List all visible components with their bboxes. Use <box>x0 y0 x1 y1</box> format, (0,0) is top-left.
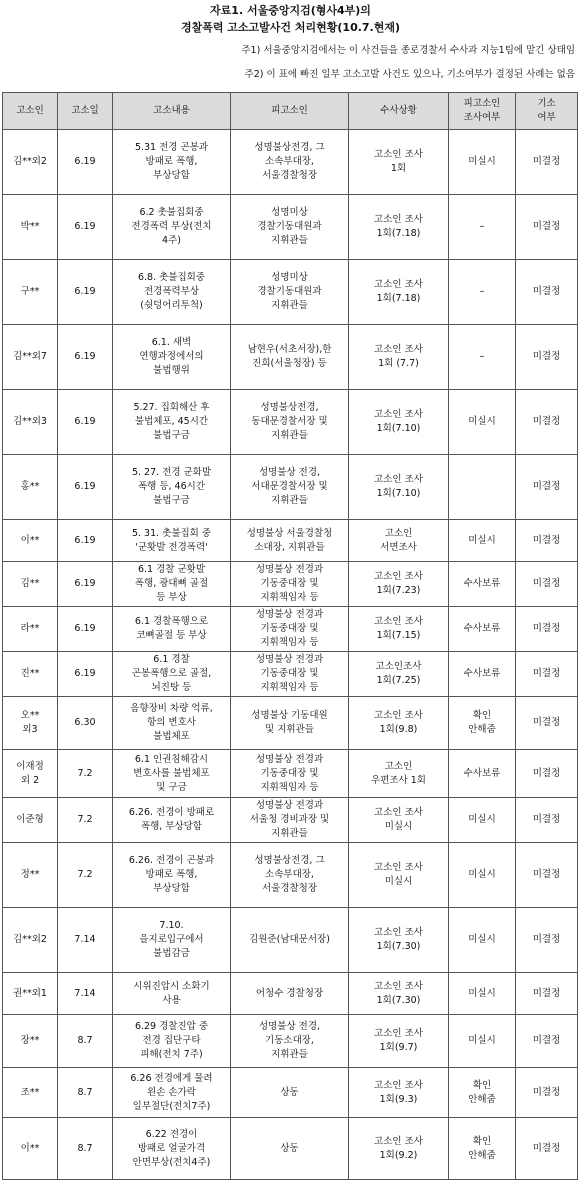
table-row <box>3 455 578 520</box>
examined-cell: 미실시 <box>449 798 516 843</box>
content-cell: 7.10. 을지로입구에서 불법감금 <box>113 908 231 973</box>
indicted-cell: 미결정 <box>516 843 578 908</box>
indicted-cell: 미결정 <box>516 1015 578 1068</box>
examined-cell: 미실시 <box>449 843 516 908</box>
header-complainant: 고소인 <box>3 93 58 130</box>
status-cell: 고소인 조사 1회(7.23) <box>349 562 449 607</box>
defendant-cell: 남현우(서초서장),한 진희(서울청장) 등 <box>231 325 349 390</box>
status-cell: 고소인 조사 1회(9.8) <box>349 697 449 750</box>
table-row <box>3 607 578 652</box>
indicted-cell: 미결정 <box>516 798 578 843</box>
examined-cell: 수사보류 <box>449 652 516 697</box>
status-cell: 고소인 서면조사 <box>349 520 449 562</box>
date-cell: 7.2 <box>58 750 113 798</box>
defendant-cell: 성명불상전경, 그 소속부대장, 서울경찰청장 <box>231 130 349 195</box>
header-date: 고소일 <box>58 93 113 130</box>
content-cell: 6.29 경찰진압 중 전경 집단구타 피해(전치 7주) <box>113 1015 231 1068</box>
examined-cell: – <box>449 195 516 260</box>
date-cell: 8.7 <box>58 1015 113 1068</box>
date-cell: 7.2 <box>58 843 113 908</box>
defendant-cell: 성명불상 전경과 기동중대장 및 지휘책임자 등 <box>231 562 349 607</box>
complainant-cell: 이준형 <box>3 798 58 843</box>
date-cell: 8.7 <box>58 1068 113 1118</box>
defendant-cell: 성명미상 경찰기동대원과 지휘관들 <box>231 260 349 325</box>
date-cell: 6.19 <box>58 455 113 520</box>
examined-cell: 미실시 <box>449 973 516 1015</box>
table-row <box>3 130 578 195</box>
complainant-cell: 김**외3 <box>3 390 58 455</box>
date-cell: 6.30 <box>58 697 113 750</box>
table-row <box>3 908 578 973</box>
table-row <box>3 195 578 260</box>
complainant-cell: 권**외1 <box>3 973 58 1015</box>
status-cell: 고소인 조사 1회 <box>349 130 449 195</box>
defendant-cell: 상동 <box>231 1118 349 1180</box>
content-cell: 5.27. 집회해산 후 불법체포, 45시간 불법구금 <box>113 390 231 455</box>
table-row <box>3 798 578 843</box>
complainant-cell: 박** <box>3 195 58 260</box>
examined-cell: 미실시 <box>449 130 516 195</box>
defendant-cell: 성명불상 전경과 기동중대장 및 지휘책임자 등 <box>231 652 349 697</box>
examined-cell: 확인 안해줌 <box>449 1068 516 1118</box>
case-table <box>2 92 578 1180</box>
content-cell: 5. 31. 촛불집회 중 '군홧발 전경폭력' <box>113 520 231 562</box>
status-cell: 고소인 조사 1회(7.10) <box>349 455 449 520</box>
complainant-cell: 김** <box>3 562 58 607</box>
footnote-1: 주1) 서울중앙지검에서는 이 사건들을 종로경찰서 수사과 지능1팀에 맡긴 상태임 <box>241 45 575 56</box>
date-cell: 7.14 <box>58 973 113 1015</box>
indicted-cell: 미결정 <box>516 973 578 1015</box>
date-cell: 6.19 <box>58 520 113 562</box>
examined-cell: 미실시 <box>449 390 516 455</box>
defendant-cell: 김원준(남대문서장) <box>231 908 349 973</box>
status-cell: 고소인 조사 1회(7.15) <box>349 607 449 652</box>
header-content: 고소내용 <box>113 93 231 130</box>
table-row <box>3 260 578 325</box>
defendant-cell: 성명불상 전경, 서대문경찰서장 및 지휘관들 <box>231 455 349 520</box>
defendant-cell: 성명불상 전경과 기동중대장 및 지휘책임자 등 <box>231 607 349 652</box>
status-cell: 고소인 조사 1회(9.3) <box>349 1068 449 1118</box>
defendant-cell: 성명불상 전경과 서울청 경비과장 및 지휘관들 <box>231 798 349 843</box>
indicted-cell: 미결정 <box>516 1118 578 1180</box>
status-cell: 고소인 조사 1회(7.18) <box>349 260 449 325</box>
content-cell: 5.31 전경 곤봉과 방패로 폭행, 부상당함 <box>113 130 231 195</box>
date-cell: 6.19 <box>58 130 113 195</box>
table-row <box>3 652 578 697</box>
defendant-cell: 성명불상 기동대원 및 지휘관들 <box>231 697 349 750</box>
table-row <box>3 562 578 607</box>
date-cell: 6.19 <box>58 390 113 455</box>
table-row <box>3 1015 578 1068</box>
defendant-cell: 어청수 경찰청장 <box>231 973 349 1015</box>
status-cell: 고소인조사 1회(7.25) <box>349 652 449 697</box>
indicted-cell: 미결정 <box>516 195 578 260</box>
date-cell: 6.19 <box>58 195 113 260</box>
examined-cell: 수사보류 <box>449 607 516 652</box>
defendant-cell: 성명불상 전경, 기동소대장, 지휘관들 <box>231 1015 349 1068</box>
complainant-cell: 김**외2 <box>3 908 58 973</box>
table-row <box>3 1068 578 1118</box>
indicted-cell: 미결정 <box>516 697 578 750</box>
date-cell: 6.19 <box>58 652 113 697</box>
header-examined: 피고소인 조사여부 <box>449 93 516 130</box>
examined-cell <box>449 455 516 520</box>
table-row <box>3 843 578 908</box>
status-cell: 고소인 조사 1회(7.30) <box>349 908 449 973</box>
date-cell: 6.19 <box>58 607 113 652</box>
indicted-cell: 미결정 <box>516 520 578 562</box>
content-cell: 6.1 경찰폭행으로 코뼈골절 등 부상 <box>113 607 231 652</box>
status-cell: 고소인 조사 미실시 <box>349 798 449 843</box>
content-cell: 6.26. 전경이 곤봉과 방패로 폭행, 부상당함 <box>113 843 231 908</box>
complainant-cell: 이재정 외 2 <box>3 750 58 798</box>
complainant-cell: 이** <box>3 1118 58 1180</box>
date-cell: 7.14 <box>58 908 113 973</box>
date-cell: 7.2 <box>58 798 113 843</box>
table-row <box>3 520 578 562</box>
table-row <box>3 750 578 798</box>
document-subtitle: 경찰폭력 고소고발사건 처리현황(10.7.현재) <box>180 21 401 34</box>
examined-cell: 확인 안해줌 <box>449 1118 516 1180</box>
indicted-cell: 미결정 <box>516 750 578 798</box>
indicted-cell: 미결정 <box>516 908 578 973</box>
content-cell: 5. 27. 전경 군화발 폭행 등, 46시간 불법구금 <box>113 455 231 520</box>
indicted-cell: 미결정 <box>516 390 578 455</box>
status-cell: 고소인 조사 1회(7.30) <box>349 973 449 1015</box>
indicted-cell: 미결정 <box>516 607 578 652</box>
table-body <box>3 130 578 1180</box>
date-cell: 6.19 <box>58 260 113 325</box>
content-cell: 6.2 촛불집회중 전경폭력 부상(전치 4주) <box>113 195 231 260</box>
header-status: 수사상황 <box>349 93 449 130</box>
date-cell: 6.19 <box>58 562 113 607</box>
content-cell: 6.26. 전경이 방패로 폭행, 부상당함 <box>113 798 231 843</box>
complainant-cell: 라** <box>3 607 58 652</box>
content-cell: 6.1 인권침해감시 변호사를 불법체포 및 구금 <box>113 750 231 798</box>
complainant-cell: 김**외2 <box>3 130 58 195</box>
table-row <box>3 390 578 455</box>
status-cell: 고소인 우편조사 1회 <box>349 750 449 798</box>
status-cell: 고소인 조사 1회(9.7) <box>349 1015 449 1068</box>
content-cell: 음향장비 차량 억류, 항의 변호사 불법체포 <box>113 697 231 750</box>
defendant-cell: 성명불상전경, 동대문경찰서장 및 지휘관들 <box>231 390 349 455</box>
examined-cell: 확인 안해줌 <box>449 697 516 750</box>
examined-cell: 수사보류 <box>449 562 516 607</box>
content-cell: 6.1. 새벽 연행과정에서의 불법행위 <box>113 325 231 390</box>
status-cell: 고소인 조사 미실시 <box>349 843 449 908</box>
table-row <box>3 325 578 390</box>
indicted-cell: 미결정 <box>516 562 578 607</box>
content-cell: 6.8. 촛불집회중 전경폭력부상 (쉿덩어리투척) <box>113 260 231 325</box>
examined-cell: – <box>449 325 516 390</box>
indicted-cell: 미결정 <box>516 325 578 390</box>
complainant-cell: 진** <box>3 652 58 697</box>
examined-cell: 미실시 <box>449 520 516 562</box>
complainant-cell: 조** <box>3 1068 58 1118</box>
content-cell: 시위진압시 소화기 사용 <box>113 973 231 1015</box>
complainant-cell: 구** <box>3 260 58 325</box>
defendant-cell: 성명미상 경찰기동대원과 지휘관들 <box>231 195 349 260</box>
complainant-cell: 김**외7 <box>3 325 58 390</box>
date-cell: 8.7 <box>58 1118 113 1180</box>
header-defendant: 피고소인 <box>231 93 349 130</box>
complainant-cell: 오** 외3 <box>3 697 58 750</box>
footnote-2: 주2) 이 표에 빠진 일부 고소고발 사건도 있으나, 기소여부가 결정된 사례는 없음 <box>244 69 575 80</box>
defendant-cell: 성명불상 전경과 기동중대장 및 지휘책임자 등 <box>231 750 349 798</box>
complainant-cell: 이** <box>3 520 58 562</box>
table-header-row <box>3 93 578 130</box>
indicted-cell: 미결정 <box>516 455 578 520</box>
indicted-cell: 미결정 <box>516 130 578 195</box>
table-row <box>3 973 578 1015</box>
content-cell: 6.1 경찰 곤봉폭행으로 골절, 뇌진탕 등 <box>113 652 231 697</box>
content-cell: 6.22 전경이 방패로 얼굴가격 안면부상(전치4주) <box>113 1118 231 1180</box>
examined-cell: – <box>449 260 516 325</box>
indicted-cell: 미결정 <box>516 1068 578 1118</box>
examined-cell: 미실시 <box>449 908 516 973</box>
defendant-cell: 성명불상 서울경찰청 소대장, 지휘관들 <box>231 520 349 562</box>
status-cell: 고소인 조사 1회(7.18) <box>349 195 449 260</box>
complainant-cell: 장** <box>3 1015 58 1068</box>
header-indicted: 기소 여부 <box>516 93 578 130</box>
complainant-cell: 정** <box>3 843 58 908</box>
table-row <box>3 1118 578 1180</box>
complainant-cell: 홍** <box>3 455 58 520</box>
examined-cell: 수사보류 <box>449 750 516 798</box>
defendant-cell: 상동 <box>231 1068 349 1118</box>
document-title: 자료1. 서울중앙지검(형사4부)의 <box>210 4 371 17</box>
examined-cell: 미실시 <box>449 1015 516 1068</box>
defendant-cell: 성명불상전경, 그 소속부대장, 서울경찰청장 <box>231 843 349 908</box>
indicted-cell: 미결정 <box>516 652 578 697</box>
date-cell: 6.19 <box>58 325 113 390</box>
content-cell: 6.26 전경에게 물려 왼손 손가락 일부절단(전치7주) <box>113 1068 231 1118</box>
status-cell: 고소인 조사 1회(7.10) <box>349 390 449 455</box>
status-cell: 고소인 조사 1회 (7.7) <box>349 325 449 390</box>
status-cell: 고소인 조사 1회(9.2) <box>349 1118 449 1180</box>
indicted-cell: 미결정 <box>516 260 578 325</box>
content-cell: 6.1 경찰 군홧발 폭행, 광대뼈 골절 등 부상 <box>113 562 231 607</box>
table-row <box>3 697 578 750</box>
